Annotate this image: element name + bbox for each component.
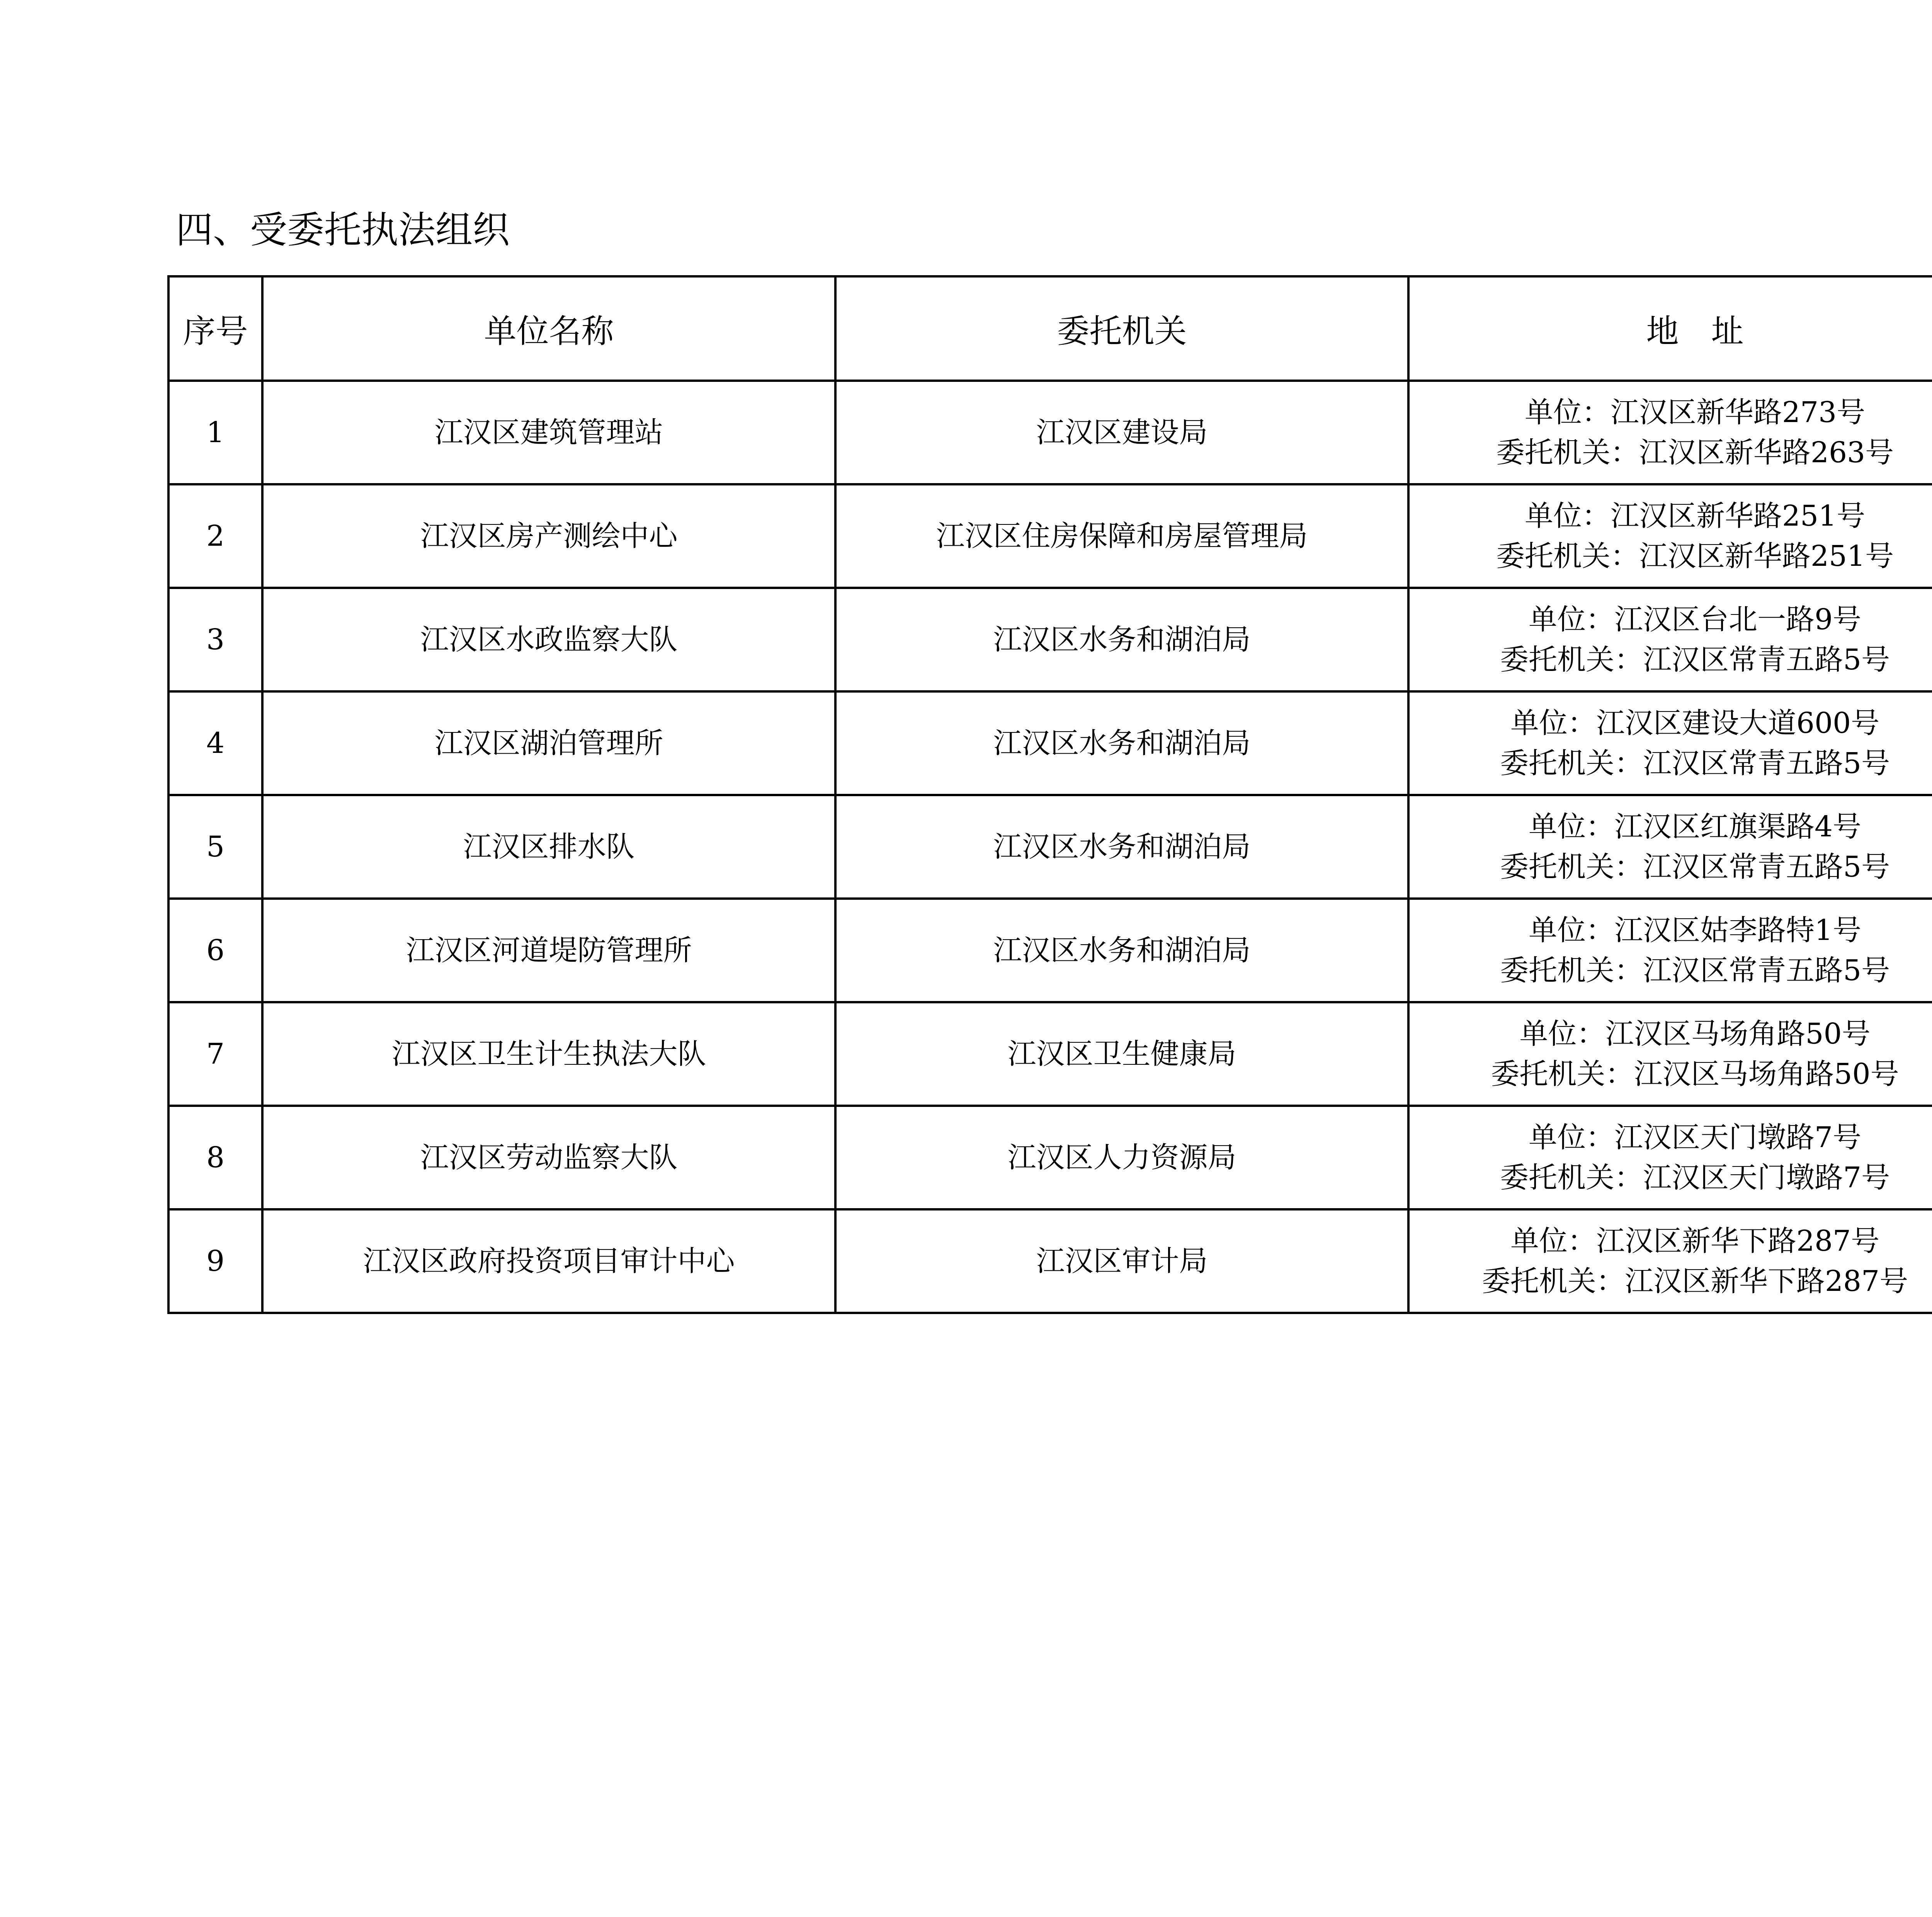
address-unit: 单位：江汉区新华下路287号: [1510, 1224, 1880, 1258]
address-unit: 单位：江汉区姑李路特1号: [1528, 914, 1862, 947]
address-unit: 单位：江汉区红旗渠路4号: [1528, 810, 1862, 843]
address-cell: [1408, 1209, 1932, 1313]
unit-name: 江汉区湖泊管理所: [262, 691, 835, 795]
address-agency: 委托机关：江汉区常青五路5号: [1500, 747, 1890, 780]
row-index: 8: [168, 1106, 262, 1209]
address-agency: 委托机关：江汉区马场角路50号: [1491, 1057, 1899, 1091]
header-index: 序号: [168, 276, 262, 381]
unit-name: 江汉区建筑管理站: [262, 381, 835, 484]
row-index: 4: [168, 691, 262, 795]
entrusting-agency: 江汉区水务和湖泊局: [835, 899, 1408, 1002]
address-cell: [1408, 899, 1932, 1002]
address-unit: 单位：江汉区新华路273号: [1524, 396, 1866, 429]
entrusting-agency: 江汉区水务和湖泊局: [835, 795, 1408, 899]
entrusting-agency: 江汉区审计局: [835, 1209, 1408, 1313]
row-index: 5: [168, 795, 262, 899]
address-agency: 委托机关：江汉区新华路251号: [1496, 540, 1894, 573]
entrusting-agency: 江汉区水务和湖泊局: [835, 588, 1408, 691]
row-index: 6: [168, 899, 262, 1002]
address-cell: [1408, 381, 1932, 484]
address-agency: 委托机关：江汉区天门墩路7号: [1500, 1161, 1890, 1194]
table-row: [168, 1106, 1932, 1209]
entrusting-agency: 江汉区水务和湖泊局: [835, 691, 1408, 795]
address-cell: [1408, 588, 1932, 691]
table-row: [168, 1002, 1932, 1106]
unit-name: 江汉区排水队: [262, 795, 835, 899]
entrusted-organizations-table: [167, 275, 1932, 1314]
entrusting-agency: 江汉区卫生健康局: [835, 1002, 1408, 1106]
table-body: [168, 381, 1932, 1313]
address-cell: [1408, 1002, 1932, 1106]
table-row: [168, 588, 1932, 691]
address-agency: 委托机关：江汉区新华路263号: [1496, 436, 1894, 469]
header-row: [168, 276, 1932, 381]
unit-name: 江汉区劳动监察大队: [262, 1106, 835, 1209]
address-cell: [1408, 1106, 1932, 1209]
table-row: [168, 381, 1932, 484]
address-unit: 单位：江汉区台北一路9号: [1528, 603, 1862, 636]
table-row: [168, 691, 1932, 795]
header-address: 地 址: [1408, 276, 1932, 381]
header-unit-name: 单位名称: [262, 276, 835, 381]
address-unit: 单位：江汉区天门墩路7号: [1528, 1121, 1862, 1154]
address-cell: [1408, 691, 1932, 795]
address-agency: 委托机关：江汉区常青五路5号: [1500, 643, 1890, 676]
table-row: [168, 1209, 1932, 1313]
address-unit: 单位：江汉区新华路251号: [1524, 499, 1866, 533]
page-title: 四、受委托执法组织: [176, 208, 510, 252]
address-unit: 单位：江汉区建设大道600号: [1510, 707, 1880, 740]
address-agency: 委托机关：江汉区新华下路287号: [1481, 1265, 1908, 1298]
entrusting-agency: 江汉区住房保障和房屋管理局: [835, 484, 1408, 588]
table-header: [168, 276, 1932, 381]
unit-name: 江汉区房产测绘中心: [262, 484, 835, 588]
row-index: 2: [168, 484, 262, 588]
row-index: 3: [168, 588, 262, 691]
unit-name: 江汉区卫生计生执法大队: [262, 1002, 835, 1106]
row-index: 9: [168, 1209, 262, 1313]
address-cell: [1408, 795, 1932, 899]
header-entrusting-agency: 委托机关: [835, 276, 1408, 381]
unit-name: 江汉区政府投资项目审计中心: [262, 1209, 835, 1313]
row-index: 1: [168, 381, 262, 484]
row-index: 7: [168, 1002, 262, 1106]
unit-name: 江汉区水政监察大队: [262, 588, 835, 691]
address-agency: 委托机关：江汉区常青五路5号: [1500, 954, 1890, 987]
table-row: [168, 795, 1932, 899]
entrusting-agency: 江汉区人力资源局: [835, 1106, 1408, 1209]
table-row: [168, 484, 1932, 588]
unit-name: 江汉区河道堤防管理所: [262, 899, 835, 1002]
entrusting-agency: 江汉区建设局: [835, 381, 1408, 484]
address-unit: 单位：江汉区马场角路50号: [1519, 1017, 1871, 1050]
address-cell: [1408, 484, 1932, 588]
table-row: [168, 899, 1932, 1002]
address-agency: 委托机关：江汉区常青五路5号: [1500, 850, 1890, 884]
